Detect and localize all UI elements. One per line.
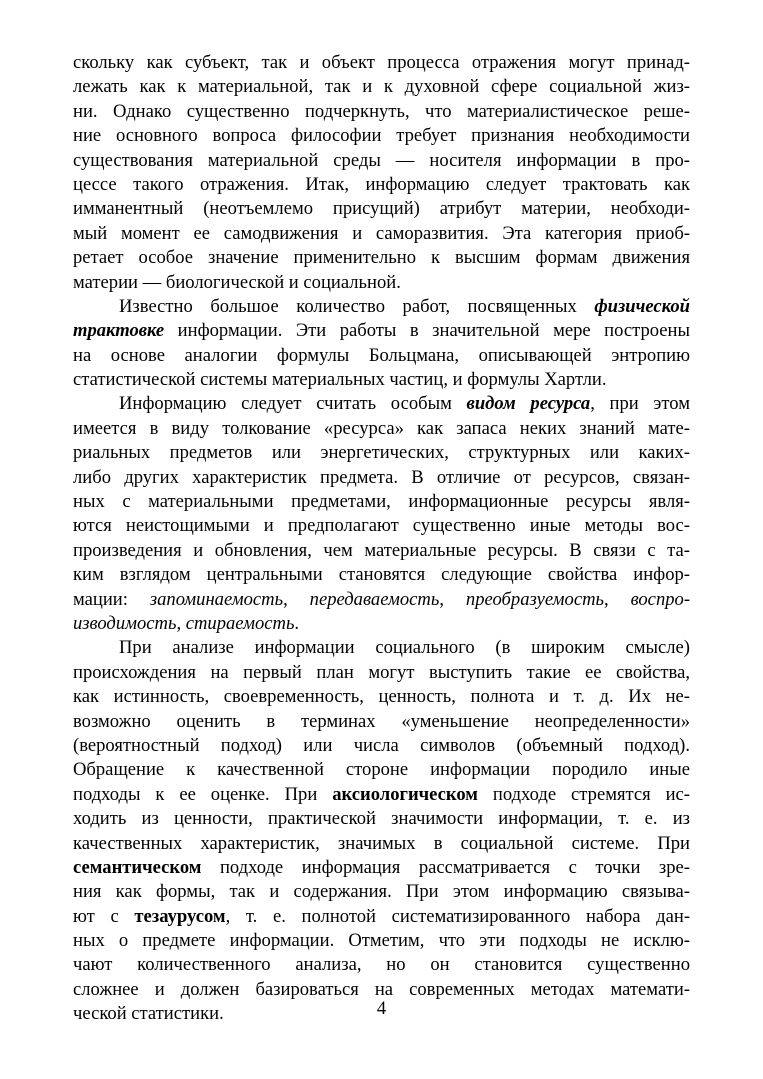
text-line: трактовке информации. Эти работы в значительной мере построены [73,320,690,342]
text-line: возможно оценить в терминах «уменьшение неопределенности» [73,710,690,732]
text-line: (вероятностный подход) или числа символов (объемный подход). [73,734,690,756]
text-line: При анализе информации социального (в широким смысле) [119,637,690,659]
text-line: цессе такого отражения. Итак, информацию следует трактовать как [73,173,690,195]
text-line: на основе аналогии формулы Больцмана, описывающей энтропию [73,344,690,366]
text-line: произведения и обновления, чем материальные ресурсы. В связи с та- [73,539,690,561]
bold-term: семантическом [73,856,202,878]
text-line: ных с материальными предметами, информационные ресурсы явля- [73,491,690,513]
text-line: существования материальной среды — носителя информации в про- [73,149,690,171]
text-line: ных о предмете информации. Отметим, что эти подходы не исклю- [73,930,690,952]
text-line: ются неистощимыми и предполагают существенно иные методы вос- [73,515,690,537]
text-line: подходы к ее оценке. При аксиологическом подходе стремятся ис- [73,783,690,805]
text-line: имеется в виду толкование «ресурса» как запаса неких знаний мате- [73,417,690,439]
text-line: Информацию следует считать особым видом ресурса, при этом [119,393,690,415]
text-line: статистической системы материальных частиц, и формулы Хартли. [73,369,607,391]
text-line: качественных характеристик, значимых в социальной системе. При [73,832,690,854]
text-line: риальных предметов или энергетических, структурных или каких- [73,442,690,464]
italic-term: преобразуемость [465,588,604,610]
text-line: как истинность, своевременность, ценность, полнота и т. д. Их не- [73,686,690,708]
text-line: ние основного вопроса философии требует признания необходимости [73,125,690,147]
emphasis-term: физической [594,295,690,317]
text-line: ни. Однако существенно подчеркнуть, что материалистическое реше- [73,100,690,122]
text-line: Обращение к качественной стороне информации породило иные [73,759,690,781]
bold-term: аксиологическом [332,783,478,805]
text-line: материи — биологической и социальной. [73,271,401,293]
text-line: лежать как к материальной, так и к духовной сфере социальной жиз- [73,76,690,98]
text-line: Известно большое количество работ, посвященных физической [119,295,690,317]
italic-term: изводимость [73,612,177,634]
italic-term: запоминаемость [149,588,284,610]
italic-term: воспро- [630,588,691,610]
italic-term: стираемость [185,612,295,634]
text-line: ния как формы, так и содержания. При этом информацию связыва- [73,881,690,903]
text-line: мации: запоминаемость, передаваемость, преобразуемость, воспро- [73,588,691,610]
page-number: 4 [376,998,387,1019]
bold-term: тезаурусом [134,905,226,927]
body-text [73,51,690,1027]
text-line: имманентный (неотъемлемо присущий) атрибут материи, необходи- [73,198,690,220]
text-line: ким взглядом центральными становятся следующие свойства инфор- [73,564,690,586]
text-line: ческой статистики. [73,1003,224,1025]
text-line: сложнее и должен базироваться на современных методах математи- [73,978,690,1000]
text-line: происхождения на первый план могут выступить такие ее свойства, [73,661,690,683]
emphasis-term: трактовке [73,320,165,342]
text-line: либо других характеристик предмета. В отличие от ресурсов, связан- [73,466,690,488]
text-line: ют с тезаурусом, т. е. полнотой систематизированного набора дан- [73,905,691,927]
text-line: мый момент ее самодвижения и саморазвития. Эта категория приоб- [73,222,690,244]
text-line: семантическом подходе информация рассматривается с точки зре- [73,856,690,878]
text-line: чают количественного анализа, но он становится существенно [73,954,690,976]
italic-term: передаваемость [309,588,440,610]
text-line: ретает особое значение применительно к высшим формам движения [73,247,690,269]
text-line: скольку как субъект, так и объект процесса отражения могут принад- [73,52,690,73]
text-line: ходить из ценности, практической значимости информации, т. е. из [73,808,690,830]
text-line: изводимость, стираемость. [73,612,300,634]
emphasis-term: видом ресурса [466,393,591,415]
